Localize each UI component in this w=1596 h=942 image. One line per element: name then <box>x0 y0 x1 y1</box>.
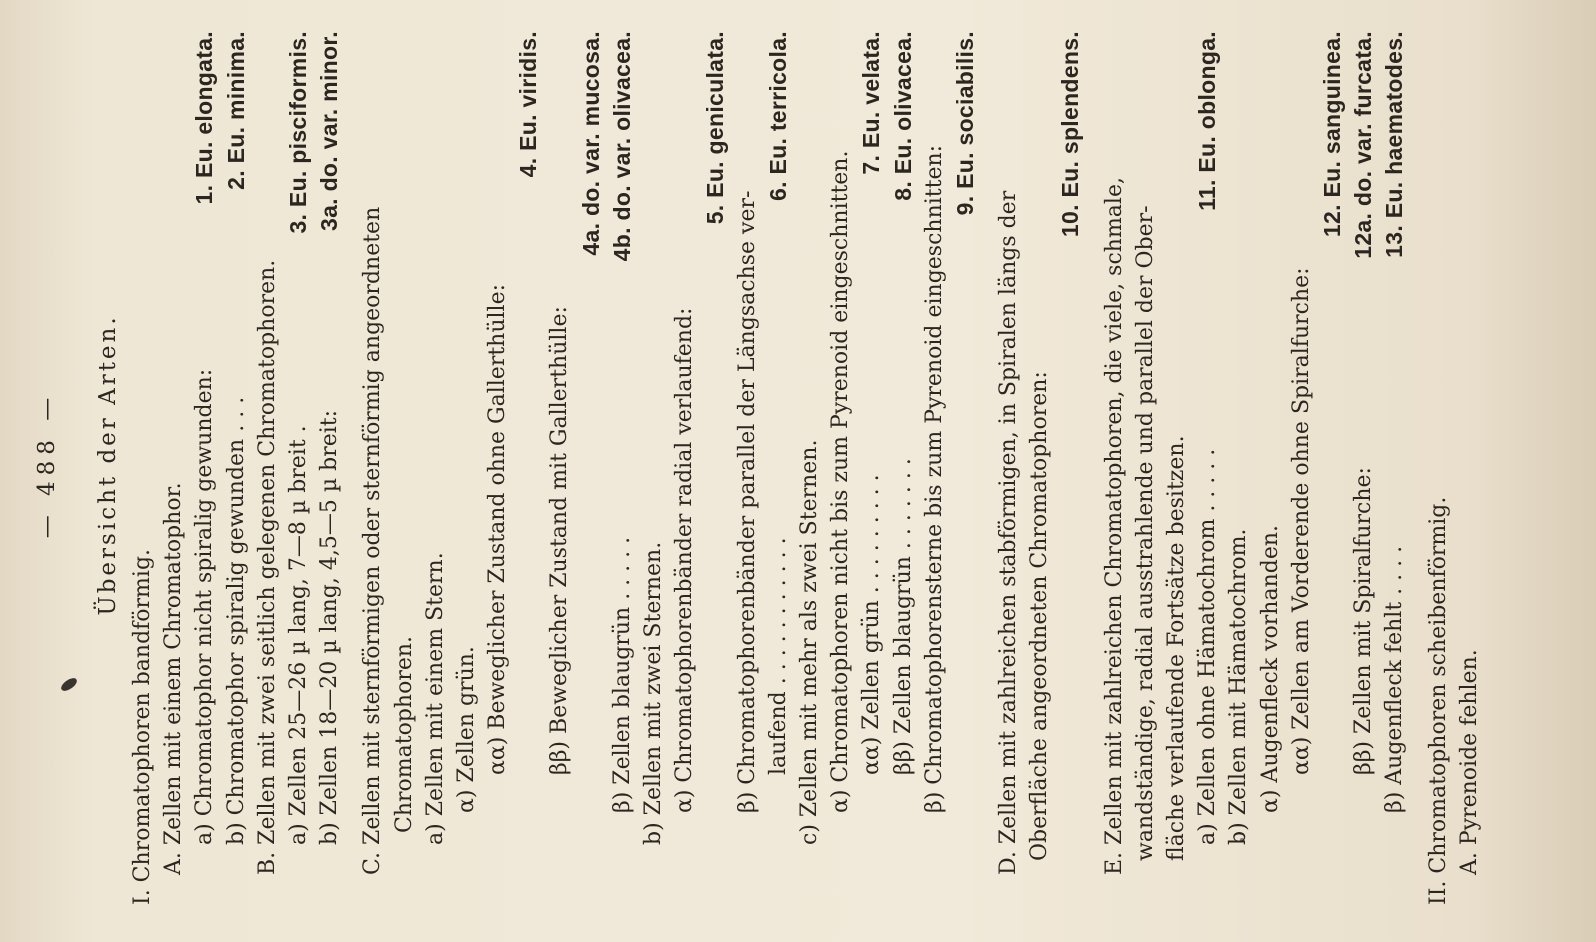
section-gap <box>345 25 357 905</box>
key-row <box>314 25 345 905</box>
section-gap <box>981 25 993 905</box>
key-row <box>482 25 513 905</box>
key-row <box>1255 25 1286 905</box>
key-row <box>1348 25 1379 905</box>
key-row-text: b) Zellen 18—20 µ lang, 4,5—5 µ breit: <box>317 409 343 845</box>
species-name: 8. Eu. olivacea. <box>889 31 916 201</box>
rotated-book-page <box>25 25 1482 905</box>
key-row-text: A. Zellen mit einem Chromatophor. <box>161 482 187 875</box>
key-row-text: αα) Zellen am Vorderende ohne Spiralfurche: <box>1288 267 1314 775</box>
key-row <box>544 25 575 905</box>
key-row-text: a) Zellen ohne Hämatochrom . . . . . <box>1195 448 1221 845</box>
key-row <box>919 25 950 905</box>
key-row <box>607 25 638 905</box>
key-row-text: αα) Zellen grün . . . . . . . . . <box>859 474 885 775</box>
key-row <box>1286 25 1317 905</box>
species-name: 13. Eu. haematodes. <box>1381 31 1408 258</box>
key-row <box>1379 25 1410 905</box>
key-row <box>1099 25 1130 905</box>
key-row-text: b) Zellen mit zwei Sternen. <box>641 541 666 845</box>
key-row <box>1223 25 1254 905</box>
key-row-text: D. Zellen mit zahlreichen stabförmigen, in Spiralen längs der <box>996 190 1022 875</box>
species-name: 4b. do. var. olivacea. <box>608 31 635 262</box>
key-row <box>158 25 189 905</box>
key-row <box>763 25 794 905</box>
key-row-text: Oberfläche angeordneten Chromatophoren: <box>1027 371 1053 861</box>
key-row <box>1130 25 1161 905</box>
key-row-text: β) Chromatophorensterne bis zum Pyrenoid eingeschnitten: <box>921 144 947 813</box>
key-row-text: ββ) Zellen blaugrün . . . . . . . <box>890 458 916 775</box>
key-row <box>420 25 451 905</box>
key-row-text: β) Chromatophorenbänder parallel der Längsachse ver- <box>734 190 760 813</box>
species-name: 9. Eu. sociabilis. <box>951 31 978 216</box>
key-row <box>513 25 544 905</box>
key-row-text: β) Augenfleck fehlt . . . . <box>1382 545 1408 813</box>
key-row <box>283 25 314 905</box>
key-row-text: α) Zellen grün. <box>453 646 479 813</box>
key-row-text: ββ) Zellen mit Spiralfurche: <box>1351 467 1377 775</box>
species-name: 4a. do. var. mucosa. <box>577 31 604 256</box>
page-title: Übersicht der Arten. <box>95 314 121 616</box>
key-row-text: a) Zellen 25—26 µ lang, 7—8 µ breit . <box>285 425 311 845</box>
key-row <box>1192 25 1223 905</box>
section-gap <box>1411 25 1423 905</box>
key-row <box>127 25 158 905</box>
key-row <box>1161 25 1192 905</box>
key-row <box>189 25 220 905</box>
key-row <box>825 25 856 905</box>
species-key-list <box>127 25 1485 905</box>
key-row <box>1454 25 1485 905</box>
key-row-text: β) Zellen blaugrün . . . . . <box>609 536 635 813</box>
key-row <box>950 25 981 905</box>
key-row-text: C. Zellen mit sternförmigen oder sternförmig angeordneten <box>360 206 386 875</box>
key-row <box>451 25 482 905</box>
key-row <box>794 25 825 905</box>
key-row-text: wandständige, radial ausstrahlende und parallel der Ober- <box>1132 205 1158 861</box>
key-row-text: b) Chromatophor spiralig gewunden . . . <box>223 396 249 845</box>
key-row <box>357 25 388 905</box>
key-row-text: A. Pyrenoide fehlen. <box>1456 649 1482 875</box>
key-row-text: laufend . . . . . . . . . . . <box>765 537 791 775</box>
key-row-text: Chromatophoren. <box>391 635 417 833</box>
key-row <box>700 25 731 905</box>
key-row-text: a) Chromatophor nicht spiralig gewunden: <box>192 368 218 845</box>
key-row <box>888 25 919 905</box>
species-name: 11. Eu. oblonga. <box>1194 31 1221 211</box>
key-row <box>993 25 1024 905</box>
key-row <box>389 25 420 905</box>
key-row <box>252 25 283 905</box>
key-row-text: fläche verlaufende Fortsätze besitzen. <box>1164 435 1189 861</box>
key-row-text: ββ) Beweglicher Zustand mit Gallerthülle: <box>547 306 573 775</box>
key-row <box>856 25 887 905</box>
species-name: 10. Eu. splendens. <box>1057 31 1084 238</box>
key-row <box>1423 25 1454 905</box>
species-name: 6. Eu. terricola. <box>764 31 791 201</box>
key-row-text: αα) Beweglicher Zustand ohne Gallerthülle: <box>485 283 511 775</box>
key-row <box>1024 25 1055 905</box>
key-row <box>221 25 252 905</box>
species-name: 12a. do. var. furcata. <box>1350 31 1377 259</box>
species-name: 5. Eu. geniculata. <box>702 31 729 225</box>
key-row-text: α) Augenfleck vorhanden. <box>1257 524 1283 813</box>
key-row-text: c) Zellen mit mehr als zwei Sternen. <box>796 439 822 845</box>
key-row-text: α) Chromatophorenbänder radial verlaufend: <box>672 307 698 813</box>
key-row <box>576 25 607 905</box>
key-row-text: a) Zellen mit einem Stern. <box>422 552 448 845</box>
key-row <box>1317 25 1348 905</box>
species-name: 7. Eu. velata. <box>858 31 885 175</box>
key-row-text: II. Chromatophoren scheibenförmig. <box>1425 496 1451 905</box>
species-name: 3a. do. var. minor. <box>316 31 343 231</box>
page-number: — 488 — <box>34 391 60 539</box>
species-name: 12. Eu. sanguinea. <box>1318 31 1345 238</box>
key-row <box>638 25 669 905</box>
species-name: 3. Eu. pisciformis. <box>284 31 311 234</box>
section-gap <box>1087 25 1099 905</box>
key-row <box>669 25 700 905</box>
species-name: 4. Eu. viridis. <box>515 31 542 178</box>
species-name: 1. Eu. elongata. <box>191 31 218 205</box>
key-row-text: I. Chromatophoren bandförmig. <box>130 548 155 905</box>
key-row-text: E. Zellen mit zahlreichen Chromatophoren, die viele, schmale, <box>1101 177 1127 875</box>
species-name: 2. Eu. minima. <box>222 31 249 190</box>
key-row <box>1055 25 1086 905</box>
key-row-text: B. Zellen mit zwei seitlich gelegenen Chromatophoren. <box>254 259 280 875</box>
key-row-text: α) Chromatophoren nicht bis zum Pyrenoid eingeschnitten. <box>828 150 854 813</box>
key-row-text: b) Zellen mit Hämatochrom. <box>1226 528 1252 845</box>
key-row <box>732 25 763 905</box>
